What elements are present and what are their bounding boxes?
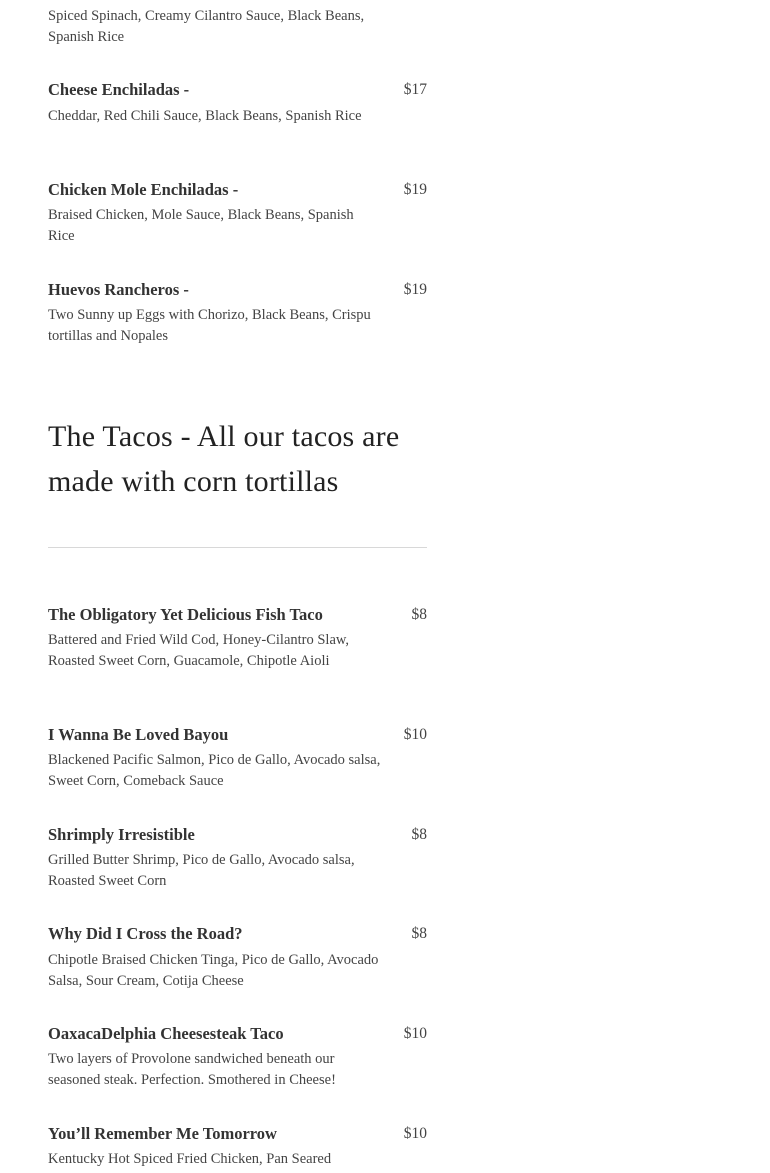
menu-item-description: Blackened Pacific Salmon, Pico de Gallo, Avocado salsa, Sweet Corn, Comeback Sauce [48,752,381,789]
menu-item-description: Grilled Butter Shrimp, Pico de Gallo, Avocado salsa, Roasted Sweet Corn [48,852,355,889]
menu-item-title: I Wanna Be Loved Bayou [48,725,229,744]
menu-item-description: Spiced Spinach, Creamy Cilantro Sauce, Black Beans, Spanish Rice [48,8,365,45]
menu-item-title: Chicken Mole Enchiladas - [48,180,239,199]
menu-item-description: Two layers of Provolone sandwiched beneath our seasoned steak. Perfection. Smothered in Cheese! [48,1051,336,1088]
menu-item-title: Cheese Enchiladas - [48,80,190,99]
menu-item-description: Braised Chicken, Mole Sauce, Black Beans, Spanish Rice [48,207,354,244]
menu-item-description: Cheddar, Red Chili Sauce, Black Beans, Spanish Rice [48,108,362,124]
menu-item-price: $8 [411,606,427,623]
section-heading-tacos: The Tacos - All our tacos are made with corn tortillas [48,420,400,498]
menu-item-price: $10 [403,1125,427,1142]
menu-item-title: You’ll Remember Me Tomorrow [48,1124,277,1143]
menu-item-title: Huevos Rancheros - [48,280,189,299]
menu-item-price: $10 [403,726,427,743]
menu-item-description: Battered and Fried Wild Cod, Honey-Cilantro Slaw, Roasted Sweet Corn, Guacamole, Chipotle Aioli [48,632,350,669]
menu-item-title: Shrimply Irresistible [48,825,195,844]
menu-item-price: $17 [403,81,427,98]
menu-item-price: $10 [403,1025,427,1042]
menu-item-title: Why Did I Cross the Road? [48,924,243,943]
menu-item-price: $8 [411,925,427,942]
menu-item-title: OaxacaDelphia Cheesesteak Taco [48,1024,284,1043]
menu-item-price: $19 [403,281,427,298]
menu-item-description: Chipotle Braised Chicken Tinga, Pico de Gallo, Avocado Salsa, Sour Cream, Cotija Cheese [48,952,379,989]
menu-item-price: $8 [411,826,427,843]
menu-item-description: Two Sunny up Eggs with Chorizo, Black Beans, Crispu tortillas and Nopales [48,307,371,344]
section-divider [48,547,427,548]
menu-item-price: $19 [403,181,427,198]
menu-item-description: Kentucky Hot Spiced Fried Chicken, Pan Seared [48,1151,332,1167]
menu-item-title: The Obligatory Yet Delicious Fish Taco [48,605,323,624]
